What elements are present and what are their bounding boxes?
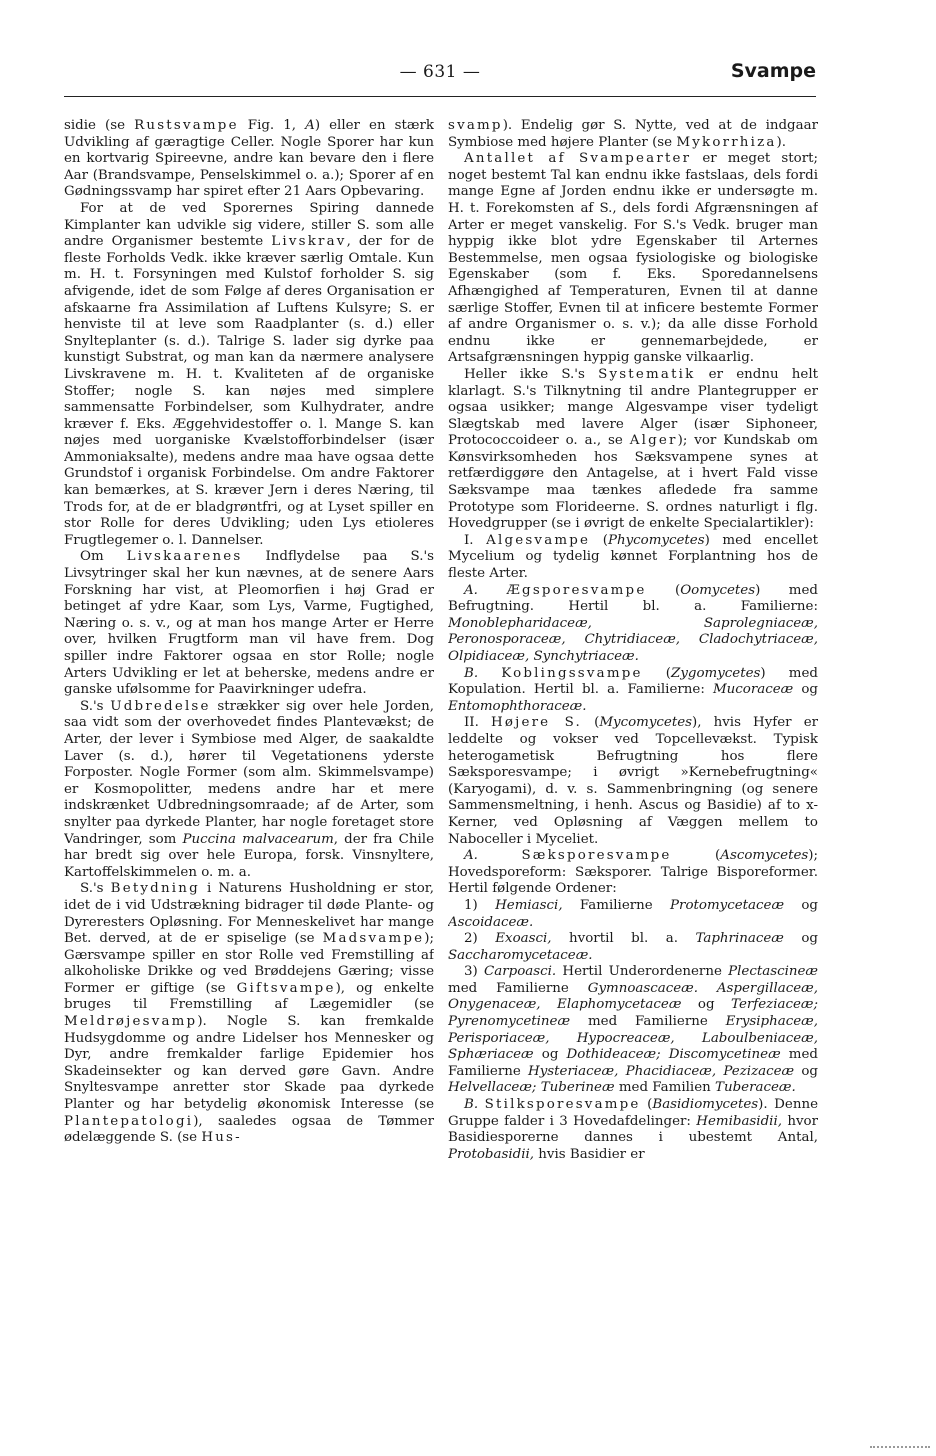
paragraph: II. Højere S. (Mycomycetes), hvis Hyfer er leddelte og vokser ved Topcellevækst. Typisk heterogametisk Befrugtning hos flere Sæksporesvampe; i øvrigt »Kernebefrugtning« (Karyogami), d. v. s. Sammenbringning (og senere Sammensmeltning, i henh. Ascus og Basidie) af to x-Kerner, ved Opløsning af Væggen mellem to Naboceller i Myceliet. (448, 715, 818, 847)
paragraph: A. Ægsporesvampe (Oomycetes) med Befrugtning. Hertil bl. a. Familierne: Monoblepharidaceæ, Saprolegniaceæ, Peronosporaceæ, Chytridiaceæ, Cladochytriaceæ, Olpidiaceæ, Synchytriaceæ. (448, 582, 818, 664)
left-column (64, 118, 434, 1338)
paragraph: Om Livskaarenes Indflydelse paa S.'s Livsytringer skal her kun nævnes, at de senere Aars Forskning har vist, at Pleomorfien i høj Grad er betinget af ydre Kaar, som Lys, Varme, Fugtighed, Næring o. s. v., og at man hos mange Arter er Herre over, hvilken Frugtform man vil have frem. Dog spiller indre Faktorer ogsaa en stor Rolle; nogle Arters Udvikling er let at beherske, medens andre er ganske ufølsomme for Paavirkninger udefra. (64, 549, 434, 698)
paragraph: sidie (se Rustsvampe Fig. 1, A) eller en stærk Udvikling af gæragtige Celler. Nogle Sporer har kun en kortvarig Spireevne, andre kan bevare den i flere Aar (Brandsvampe, Penselskimmel o. a.); Sporer af en Gødningssvamp har spiret efter 21 Aars Opbevaring. (64, 118, 434, 200)
header-rule (64, 96, 816, 97)
paragraph: 3) Carpoasci. Hertil Underordenerne Plectascineæ med Familierne Gymnoascaceæ. Aspergillaceæ, Onygenaceæ, Elaphomycetaceæ og Terfeziaceæ; Pyrenomycetineæ med Familierne Erysiphaceæ, Perisporiaceæ, Hypocreaceæ, Laboulbeniaceæ, Sphæriaceæ og Dothideaceæ; Discomycetineæ med Familierne Hysteriaceæ, Phacidiaceæ, Pezizaceæ og Helvellaceæ; Tuberineæ med Familien Tuberaceæ. (448, 964, 818, 1096)
paragraph: S.'s Udbredelse strækker sig over hele Jorden, saa vidt som der overhovedet findes Plantevækst; de Arter, der lever i Symbiose med Alger, de saakaldte Laver (s. d.), hører til Vegetationens yderste Forposter. Nogle Former (som alm. Skimmelsvampe) er Kosmopolitter, medens andre har et mere indskrænket Udbredningsomraade; af de Arter, som snylter paa dyrkede Planter, har nogle foretaget store Vandringer, som Puccina malvacearum, der fra Chile har bredt sig over hele Europa, forsk. Vinsnyltere, Kartoffelskimmelen o. m. a. (64, 698, 434, 880)
page-number: — 631 — (399, 62, 481, 82)
right-column (448, 118, 818, 1338)
running-head: Svampe (730, 60, 816, 82)
paragraph: svamp). Endelig gør S. Nytte, ved at de indgaar Symbiose med højere Planter (se Mykorrhiza). (448, 118, 818, 150)
paragraph: I. Algesvampe (Phycomycetes) med encellet Mycelium og tydelig kønnet Forplantning hos de fleste Arter. (448, 532, 818, 582)
paragraph: S.'s Betydning i Naturens Husholdning er stor, idet de i vid Udstrækning bidrager til døde Plante- og Dyreresters Opløsning. For Menneskelivet har mange Bet. derved, at de er spiselige (se Madsvampe); Gærsvampe spiller en stor Rolle ved Fremstilling af alkoholiske Drikke og ved Brøddejens Gæring; visse Former er giftige (se Giftsvampe), og enkelte bruges til Fremstilling af Lægemidler (se Meldrøjesvamp). Nogle S. kan fremkalde Hudsygdomme og andre Lidelser hos Mennesker og Dyr, andre fremkalder farlige Epidemier hos Skadeinsekter og kan derved gøre Gavn. Andre Snyltesvampe anretter stor Skade paa dyrkede Planter og har betydelig økonomisk Interesse (se Plantepatologi), saaledes ogsaa de Tømmer ødelæggende S. (se Hus- (64, 881, 434, 1146)
paragraph: A. Sæksporesvampe (Ascomycetes); Hovedsporeform: Sæksporer. Talrige Bisporeformer. Hertil følgende Ordener: (448, 848, 818, 897)
paragraph: 2) Exoasci, hvortil bl. a. Taphrinaceæ og Saccharomycetaceæ. (448, 931, 818, 963)
page-header (64, 58, 816, 92)
paragraph: Heller ikke S.'s Systematik er endnu helt klarlagt. S.'s Tilknytning til andre Plantegrupper er ogsaa usikker; mange Algesvampe viser tydeligt Slægtskab med lavere Alger (især Siphoneer, Protococcoideer o. a., se Alger); vor Kundskab om Kønsvirksomheden hos Sæksvampene synes at retfærdiggøre den Antagelse, at i hvert Fald visse Sæksvampe maa tænkes afledede fra samme Prototype som Florideerne. S. ordnes naturligt i flg. Hovedgrupper (se i øvrigt de enkelte Specialartikler): (448, 366, 818, 532)
paragraph: For at de ved Sporernes Spiring dannede Kimplanter kan udvikle sig videre, stiller S. som alle andre Organismer bestemte Livskrav, der for de fleste Forholds Vedk. ikke kræver særlig Omtale. Kun m. H. t. Forsyningen med Kulstof forholder S. sig afvigende, idet de som Følge af deres Organisation er afskaarne fra Assimilation af Luftens Kulsyre; S. er henviste til at leve som Raadplanter (s. d.) eller Snylteplanter (s. d.). Talrige S. lader sig dyrke paa kunstigt Substrat, og man kan da nærmere analysere Livskravene m. H. t. Kvaliteten af de organiske Stoffer; nogle S. kan nøjes med simplere sammensatte Forbindelser, som Kulhydrater, andre kræver f. Eks. Æggehvidestoffer o. l. Mange S. kan nøjes med uorganiske Kvælstofforbindelser (især Ammoniaksalte), medens andre maa have ogsaa dette Grundstof i organisk Forbindelse. Om andre Faktorer kan bemærkes, at S. kræver Jern i deres Næring, til Trods for, at de er bladgrøntfri, og at Lyset spiller en stor Rolle for deres Udvikling; uden Lys etioleres Frugtlegemer o. l. Dannelser. (64, 200, 434, 548)
paragraph: B. Koblingssvampe (Zygomycetes) med Kopulation. Hertil bl. a. Familierne: Mucoraceæ og Entomophthoraceæ. (448, 665, 818, 714)
scan-artifact (870, 1438, 930, 1448)
paragraph: 1) Hemiasci, Familierne Protomycetaceæ og Ascoidaceæ. (448, 897, 818, 930)
paragraph: Antallet af Svampearter er meget stort; noget bestemt Tal kan endnu ikke fastslaas, dels fordi mange Egne af Jorden endnu ikke er undersøgte m. H. t. Forekomsten af S., dels fordi Afgrænsningen af Arter er meget vanskelig. For S.'s Vedk. bruger man hyppig ikke blot ydre Egenskaber til Arternes Bestemmelse, men ogsaa fysiologiske og biologiske Egenskaber (som f. Eks. Sporedannelsens Afhængighed af Temperaturen, Evnen til at danne særlige Stoffer, Evnen til at inficere bestemte Former af andre Organismer o. s. v.); da alle disse Forhold endnu ikke er gennemarbejdede, er Artsafgrænsningen hyppig ganske vilkaarlig. (448, 151, 818, 366)
paragraph: B. Stilksporesvampe (Basidiomycetes). Denne Gruppe falder i 3 Hovedafdelinger: Hemibasidii, hvor Basidiesporerne dannes i ubestemt Antal, Protobasidii, hvis Basidier er (448, 1097, 818, 1162)
